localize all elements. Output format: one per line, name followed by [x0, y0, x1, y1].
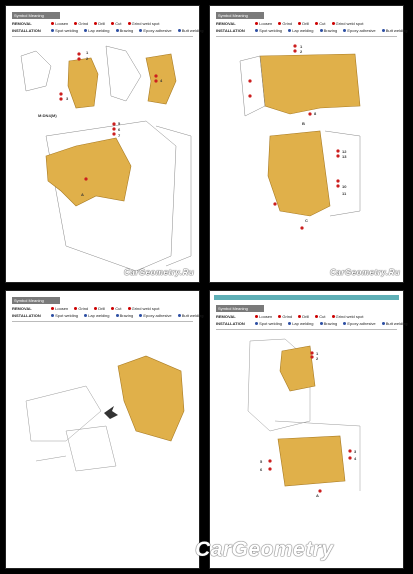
wheel-house-panel — [46, 138, 131, 206]
manual-page-4: Symbol Meaning REMOVAL Loosen Grind Drill Cut Grind weld spot INSTALLATION Spot welding Lap welding Brazing Epoxy adhesive Butt welding 1 2 3 4 5 6 A CarGeometry — [209, 290, 404, 569]
lower-panel — [278, 436, 345, 486]
removal-legend: REMOVAL Loosen Grind Drill Cut Grind weld spot — [12, 21, 160, 26]
exploded-panel — [118, 356, 184, 441]
body-panel-diagram-1 — [6, 6, 201, 284]
watermark-big: CarGeometry — [195, 538, 334, 561]
reinforcement-panel-a — [68, 58, 98, 108]
body-panel-diagram-2 — [210, 6, 405, 284]
body-panel-diagram-4 — [210, 291, 405, 570]
manual-page-3: Symbol Meaning REMOVAL Loosen Grind Drill Cut Grind weld spot INSTALLATION Spot welding Lap welding Brazing Epoxy adhesive Butt welding — [5, 290, 200, 569]
manual-page-2: Symbol Meaning REMOVAL Loosen Grind Drill Cut Grind weld spot INSTALLATION Spot welding Lap welding Brazing Epoxy adhesive Butt welding 1 2 8 12 13 10 11 B C CarGeometry.Ru — [209, 5, 404, 283]
manual-page-1: Symbol Meaning REMOVAL Loosen Grind Drill Cut Grind weld spot INSTALLATION Spot welding Lap welding Brazing Epoxy adhesive Butt welding 1 2 3 4 5 6 7 M:DN4(M) A CarGeometry.Ru — [5, 5, 200, 283]
symbol-meaning-badge: Symbol Meaning — [12, 12, 60, 19]
installation-legend: INSTALLATION Spot welding Lap welding Brazing Epoxy adhesive Butt welding — [12, 28, 204, 33]
watermark-small: CarGeometry.Ru — [124, 268, 195, 277]
body-panel-diagram-3 — [6, 291, 201, 570]
upper-panel — [280, 346, 315, 391]
page1-mark: M:DN4(M) — [38, 113, 57, 118]
direction-arrow — [104, 406, 118, 419]
quarter-inner-panel — [260, 54, 360, 114]
side-member-panel — [268, 131, 330, 216]
